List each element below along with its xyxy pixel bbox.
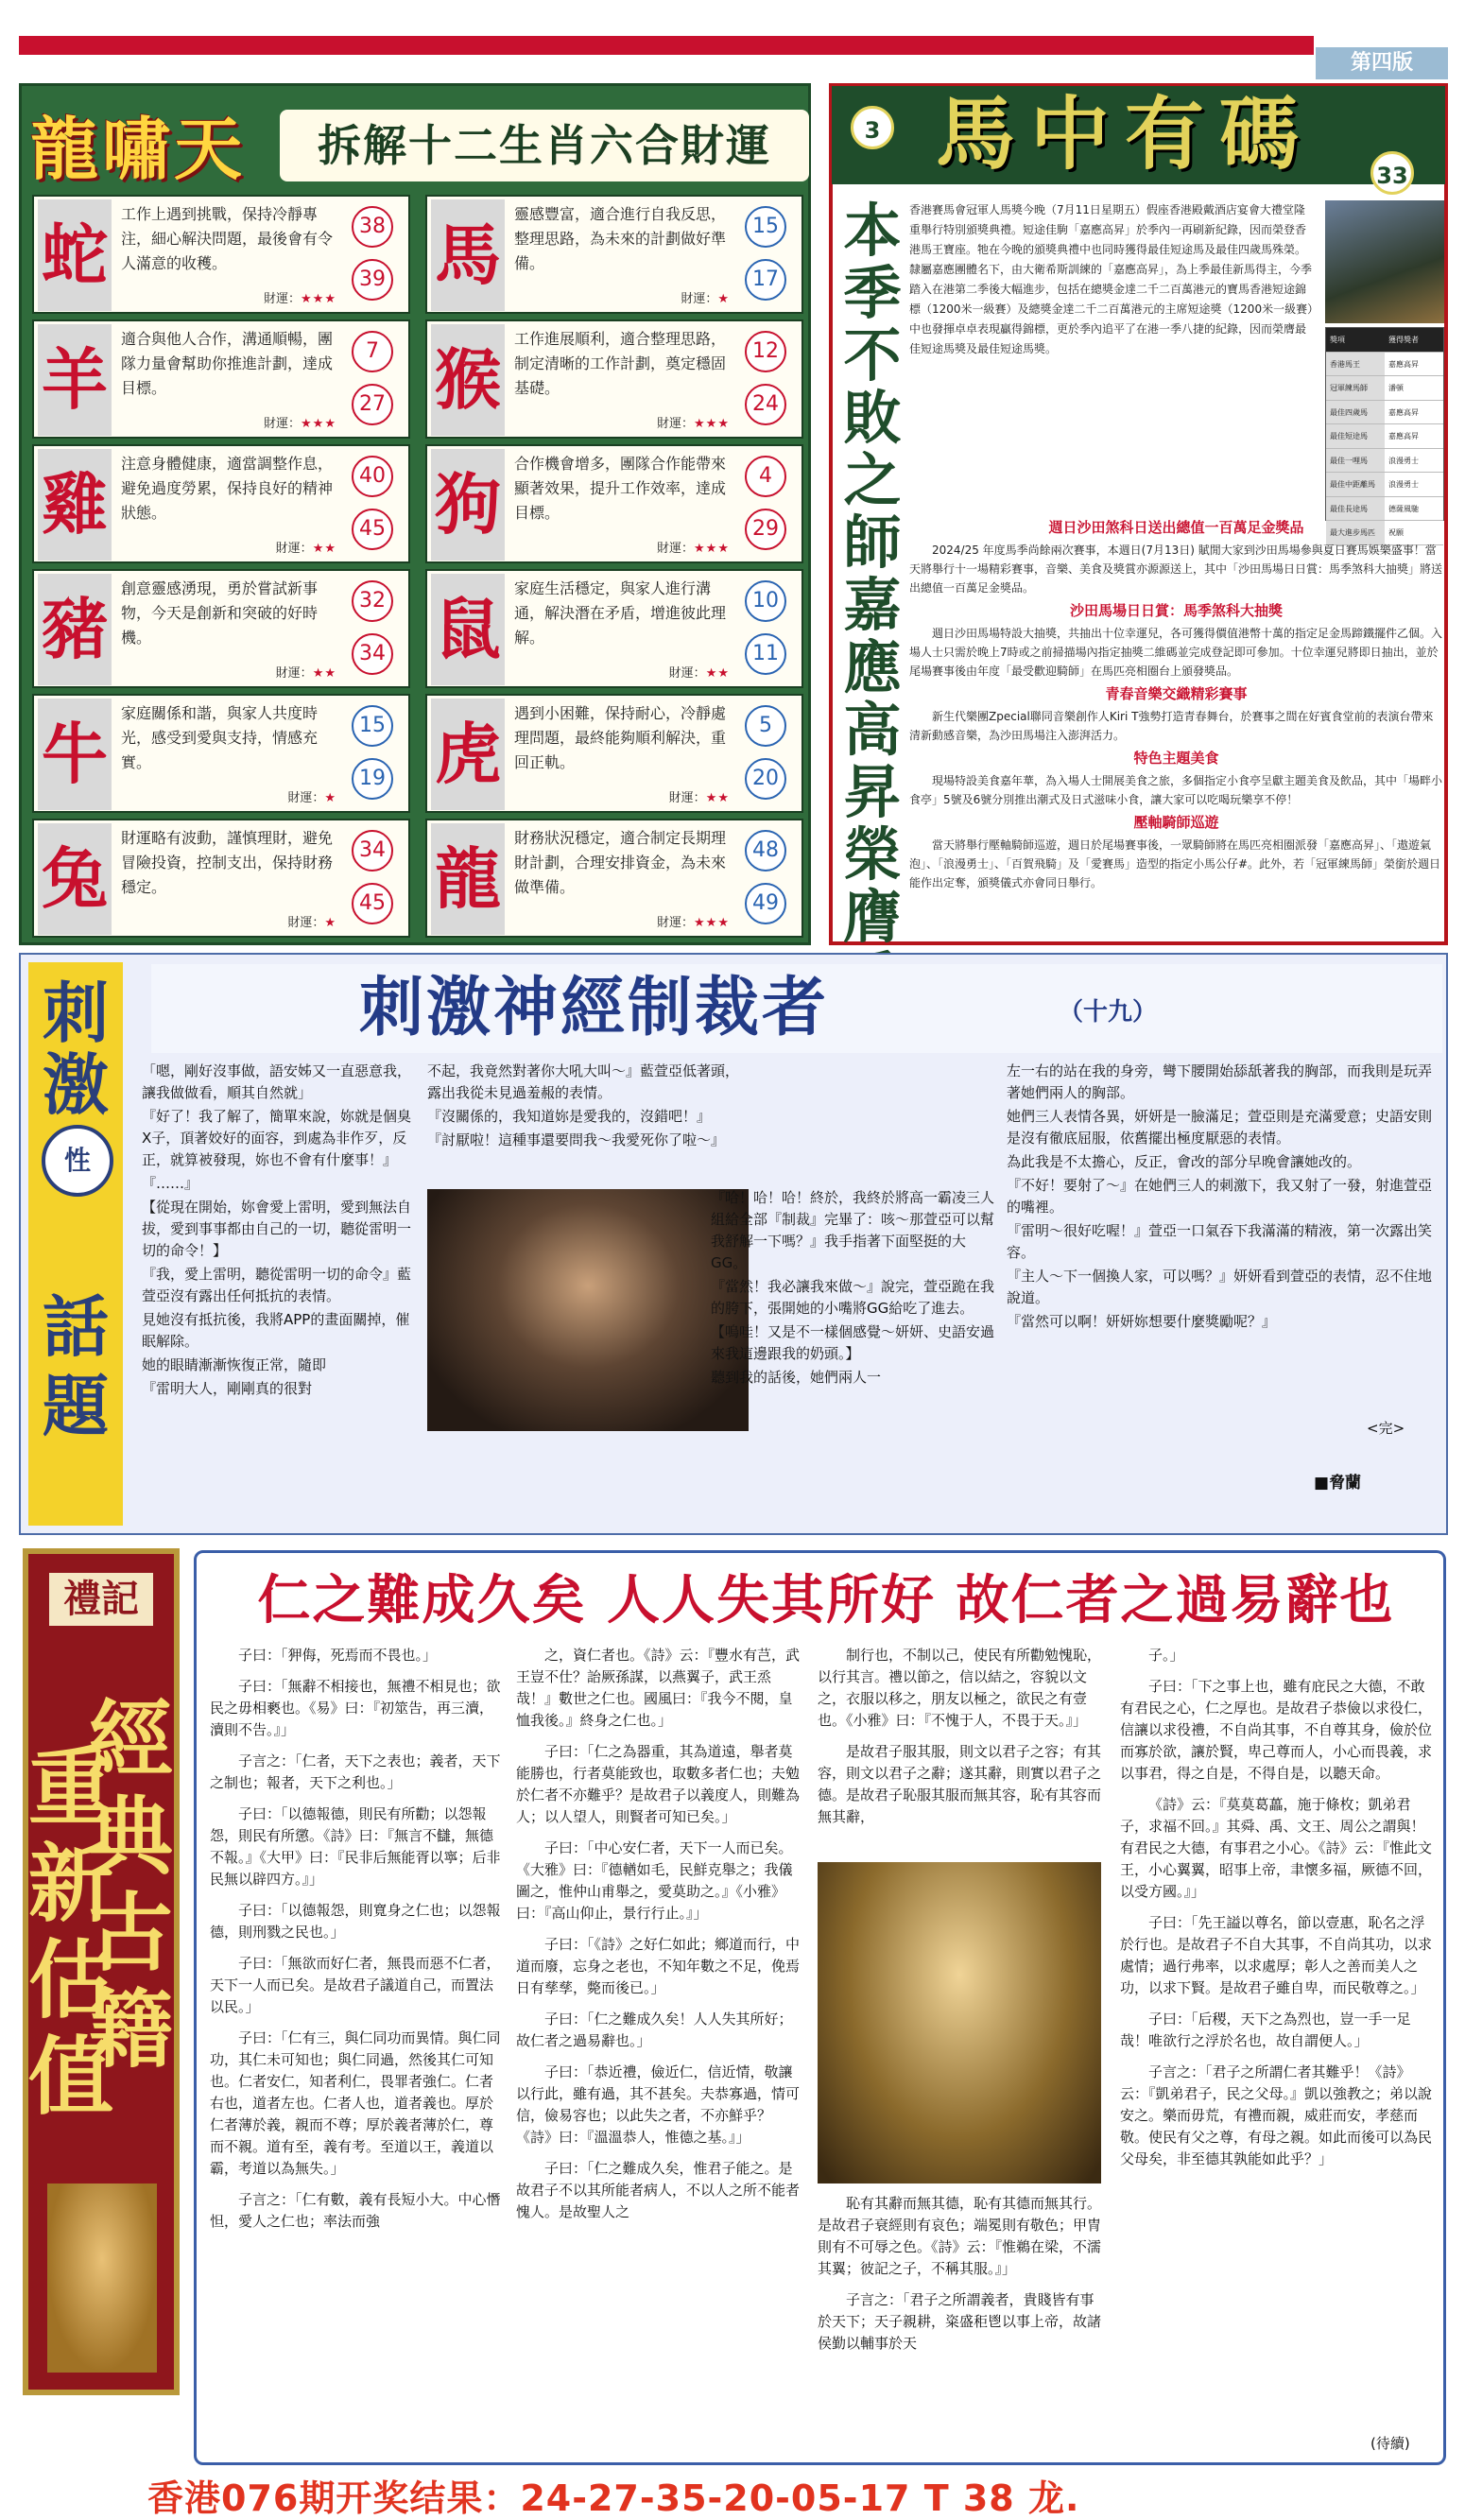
drama-side-char-2: 激 bbox=[43, 1045, 109, 1124]
classic-column-2 bbox=[516, 1645, 804, 2233]
award-name: 獎項 bbox=[1326, 328, 1385, 353]
lucky-number: 45 bbox=[352, 883, 393, 924]
zodiac-card bbox=[32, 569, 410, 688]
drama-paragraph: 『當然！我必讓我來做～』說完，萱亞跪在我的胯下，張開她的小嘴將GG給吃了進去。 bbox=[711, 1278, 995, 1317]
lucky-number: 19 bbox=[352, 758, 393, 800]
classic-paragraph: 子曰：「以德報德，則民有所勸；以怨報怨，則民有所懲。《詩》曰：『無言不讎，無德不報。』《大甲》曰：『民非后無能胥以寧；后非民無以辟四方。』」 bbox=[210, 1805, 501, 1888]
zodiac-text: 財務狀況穩定，適合制定長期理財計劃，合理安排資金，為未來做準備。 bbox=[514, 829, 727, 896]
classic-paragraph: 子曰：「以德報怨，則寬身之仁也；以怨報德，則刑戮之民也。」 bbox=[210, 1902, 501, 1941]
zodiac-fortune bbox=[121, 288, 336, 306]
drama-title: 刺激神經制裁者 bbox=[359, 970, 830, 1045]
section-text: 新生代樂團Zpecial聯同音樂創作人Kiri T強勢打造青春舞台，於賽事之間在好賓食堂前的表演台帶來清新動感音樂，為沙田馬場注入澎湃活力。 bbox=[909, 710, 1434, 742]
classic-paragraph: 子曰：「恭近禮，儉近仁，信近情，敬讓以行此，雖有過，其不甚矣。夫恭寡過，情可信，儉易容也；以此失之者，不亦鮮乎？《詩》曰：『溫溫恭人，惟德之基。』」 bbox=[516, 2063, 801, 2146]
zodiac-text: 適合與他人合作，溝通順暢，團隊力量會幫助你推進計劃，達成目標。 bbox=[121, 330, 334, 397]
section-heading: 青春音樂交織精彩賽事 bbox=[1105, 685, 1248, 702]
award-row bbox=[1326, 376, 1443, 401]
drama-paragraph: 她們三人表情各異，妍妍是一臉滿足；萱亞則是充滿愛意；史語安則是沒有徹底屈服，依舊擺出極度厭惡的表情。 bbox=[1007, 1108, 1433, 1147]
horse-number-left: 3 bbox=[851, 106, 894, 149]
classic-paragraph: 子曰：「仁之難成久矣！人人失其所好；故仁者之過易辭也。」 bbox=[516, 2011, 793, 2049]
drama-paragraph: 她的眼睛漸漸恢復正常，隨即 bbox=[142, 1356, 327, 1373]
drama-paragraph: 『好了！我了解了，簡單來說，妳就是個臭X子，頂著姣好的面容，到處為非作歹，反正，就算被發現，妳也不會有什麼事！』 bbox=[142, 1108, 412, 1168]
zodiac-fortune bbox=[514, 787, 730, 805]
section-heading: 沙田馬場日日賞：馬季煞科大抽獎 bbox=[1069, 602, 1283, 619]
award-name: 最佳長途馬 bbox=[1326, 497, 1385, 522]
fortune-stars: ★ bbox=[324, 791, 336, 805]
fortune-label: 財運： bbox=[275, 542, 313, 556]
section-heading: 特色主題美食 bbox=[1133, 750, 1219, 767]
zodiac-text: 創意靈感湧現，勇於嘗試新事物，今天是創新和突破的好時機。 bbox=[121, 579, 319, 647]
zodiac-text: 家庭生活穩定，與家人進行溝通，解決潛在矛盾，增進彼此理解。 bbox=[514, 579, 727, 647]
drama-logo: 性 bbox=[42, 1125, 113, 1197]
fortune-label: 財運： bbox=[264, 417, 302, 431]
drama-paragraph: 『沒關係的，我知道妳是愛我的，沒錯吧！』 bbox=[427, 1108, 712, 1125]
drama-paragraph: 『討厭啦！這種事還要問我～我愛死你了啦～』 bbox=[427, 1131, 726, 1148]
award-winner: 獲得獎者 bbox=[1385, 328, 1443, 353]
horse-sections bbox=[909, 514, 1443, 896]
section-heading: 週日沙田煞科日送出總值一百萬足金獎品 bbox=[1048, 519, 1304, 536]
zodiac-text: 注意身體健康，適當調整作息，避免過度勞累，保持良好的精神狀態。 bbox=[121, 455, 334, 522]
lucky-number: 32 bbox=[352, 580, 393, 622]
classic-column-4 bbox=[1120, 1645, 1432, 2180]
lucky-number: 34 bbox=[352, 830, 393, 872]
drama-paragraph: 「嗯，剛好沒事做，語安姊又一直惡意我，讓我做做看，順其自然就」 bbox=[142, 1062, 412, 1101]
drama-paragraph: 『主人～下一個換人家，可以嗎？』妍妍看到萱亞的表情，忍不住地說道。 bbox=[1007, 1268, 1433, 1306]
lucky-number: 10 bbox=[745, 580, 786, 622]
lucky-number: 45 bbox=[352, 509, 393, 550]
lucky-number: 4 bbox=[745, 456, 786, 497]
zodiac-animal: 龍 bbox=[431, 823, 505, 935]
drama-author: ■脅蘭 bbox=[1314, 1474, 1362, 1493]
drama-paragraph: 『……』 bbox=[142, 1175, 199, 1192]
zodiac-animal: 蛇 bbox=[38, 199, 112, 311]
fortune-stars: ★★ bbox=[705, 791, 730, 805]
zodiac-text: 家庭關係和諧，與家人共度時光，感受到愛與支持，情感充實。 bbox=[121, 704, 319, 771]
classic-continued: (待續) bbox=[1370, 2435, 1410, 2452]
zodiac-fortune bbox=[514, 663, 730, 681]
zodiac-card bbox=[32, 694, 410, 813]
zodiac-fortune bbox=[121, 912, 336, 930]
fortune-label: 財運： bbox=[275, 666, 313, 681]
zodiac-animal: 狗 bbox=[431, 449, 505, 561]
drama-side-char-4: 題 bbox=[43, 1367, 109, 1445]
classic-paragraph: 子曰：「仁有三，與仁同功而異情。與仁同功，其仁未可知也；與仁同過，然後其仁可知也。仁者安仁，知者利仁，畏罪者強仁。仁者右也，道者左也。仁者人也，道者義也。厚於仁者薄於義，親而不尊；厚於義者薄於仁，尊而不親。道有至，義有考。至道以王，義道以霸，考道以為無失。」 bbox=[210, 2029, 501, 2177]
fortune-stars: ★★★ bbox=[301, 292, 336, 306]
award-row bbox=[1326, 424, 1443, 449]
zodiac-text: 靈感豐富，適合進行自我反思，整理思路，為未來的計劃做好準備。 bbox=[514, 205, 727, 272]
zodiac-card bbox=[425, 694, 803, 813]
classic-paragraph: 恥有其辭而無其德，恥有其德而無其行。是故君子衰經則有哀色；端冕則有敬色；甲冑則有不可辱之色。《詩》云：『惟鵜在梁，不濡其翼；彼記之子，不稱其服。』」 bbox=[818, 2195, 1102, 2277]
zodiac-text: 遇到小困難，保持耐心，冷靜處理問題，最終能夠順利解決，重回正軌。 bbox=[514, 704, 727, 771]
drama-paragraph: 見她沒有抵抗後，我將APP的畫面關掉，催眠解除。 bbox=[142, 1311, 410, 1350]
section-text: 當天將舉行壓軸騎師巡遊，週日於尾場賽事後，一眾騎師將在馬匹亮相圈派發「嘉應高昇」、「遨遊氣泡」、「浪漫勇士」、「百賀飛騎」及「愛賽馬」造型的指定小馬公仔#。此外，若「冠軍練馬師」榮銜於週日能作出定奪，頒獎儀式亦會同日舉行。 bbox=[909, 838, 1441, 889]
lucky-number: 38 bbox=[352, 206, 393, 248]
award-name: 最大進步馬匹 bbox=[1326, 521, 1385, 545]
classic-paragraph: 子曰：「無欲而好仁者，無畏而惡不仁者，天下一人而已矣。是故君子議道自己，而置法以民。」 bbox=[210, 1955, 501, 2015]
lucky-number: 27 bbox=[352, 384, 393, 425]
zodiac-fortune bbox=[514, 912, 730, 930]
drama-paragraph: 【嗚哇！又是不一樣個感覺～妍妍、史語安過來我這邊跟我的奶頭。】 bbox=[711, 1323, 995, 1362]
fortune-label: 財運： bbox=[681, 292, 718, 306]
drama-paragraph: 『雷明大人，剛剛真的很對 bbox=[142, 1380, 313, 1397]
fortune-stars: ★ bbox=[717, 292, 730, 306]
lucky-number: 49 bbox=[745, 883, 786, 924]
fortune-stars: ★★ bbox=[705, 666, 730, 681]
award-winner: 祝願 bbox=[1385, 521, 1443, 545]
zodiac-card bbox=[425, 195, 803, 314]
section-text: 2024/25 年度馬季尚餘兩次賽事，本週日(7月13日) 賦閒大家到沙田馬場參與夏日賽馬娛樂盛事！當天將舉行十一場精彩賽事，音樂、美食及獎賞亦源源送上，其中「沙田馬場日日賞：馬季煞科大抽獎」將送出總值一百萬足金獎品。 bbox=[909, 544, 1443, 595]
lucky-number: 24 bbox=[745, 384, 786, 425]
lucky-number: 15 bbox=[352, 705, 393, 747]
zodiac-animal: 猴 bbox=[431, 324, 505, 436]
fortune-label: 財運： bbox=[657, 916, 695, 930]
classic-paragraph: 子曰：「無辭不相接也，無禮不相見也；欲民之毋相褻也。《易》曰：『初筮告，再三瀆，瀆則不告。』」 bbox=[210, 1678, 501, 1738]
fortune-label: 財運： bbox=[668, 791, 706, 805]
lucky-number: 5 bbox=[745, 705, 786, 747]
award-table bbox=[1325, 327, 1444, 537]
classic-paragraph: 子曰：「下之事上也，雖有庇民之大德，不敢有君民之心，仁之厚也。是故君子恭儉以求役仁，信讓以求役禮，不自尚其事，不自尊其身，儉於位而寡於欲，讓於賢，卑己尊而人，小心而畏義，求以事君，得之自是，不得自是，以聽天命。 bbox=[1120, 1678, 1433, 1782]
award-winner: 浪漫勇士 bbox=[1385, 449, 1443, 474]
classic-paragraph: 子言之：「仁有數，義有長短小大。中心憯怛，愛人之仁也；率法而強 bbox=[210, 2191, 501, 2230]
drama-column-2b bbox=[711, 1187, 994, 1390]
zodiac-fortune bbox=[121, 787, 336, 805]
classic-paragraph: 子曰：「仁之難成久矣，惟君子能之。是故君子不以其所能者病人，不以人之所不能者愧人。是故聖人之 bbox=[516, 2160, 801, 2220]
lucky-number: 40 bbox=[352, 456, 393, 497]
confucius-portrait bbox=[47, 2183, 157, 2373]
fortune-stars: ★★ bbox=[312, 666, 336, 681]
award-winner: 浪漫勇士 bbox=[1385, 473, 1443, 497]
classic-paragraph: 子曰：「《詩》之好仁如此；鄉道而行，中道而廢，忘身之老也，不知年數之不足，俛焉日有孳孳，斃而後已。」 bbox=[516, 1936, 801, 1996]
award-row bbox=[1326, 449, 1443, 474]
fortune-label: 財運： bbox=[264, 292, 302, 306]
award-winner: 嘉應高昇 bbox=[1385, 353, 1443, 377]
award-name: 最佳短途馬 bbox=[1326, 424, 1385, 449]
drama-paragraph: 『不好！要射了～』在她們三人的刺激下，我又射了一發，射進萱亞的嘴裡。 bbox=[1007, 1177, 1433, 1216]
fortune-stars: ★★ bbox=[312, 542, 336, 556]
drama-illustration bbox=[427, 1189, 749, 1431]
award-name: 冠軍練馬師 bbox=[1326, 376, 1385, 401]
zodiac-animal: 鼠 bbox=[431, 574, 505, 685]
zodiac-fortune bbox=[121, 413, 336, 431]
fortune-stars: ★★★ bbox=[301, 417, 336, 431]
section-text: 現場特設美食嘉年華，為入場人士開展美食之旅，多個指定小食亭呈獻主題美食及飲品，其中「場畔小食亭」5號及6號分別推出潮式及日式滋味小食，讓大家可以吃喝玩樂享不停！ bbox=[909, 774, 1443, 806]
classic-column-1 bbox=[210, 1645, 503, 2242]
classic-column-b: 重新估值 bbox=[28, 1737, 113, 2127]
lottery-result: 香港076期开奖结果：24-27-35-20-05-17 T 38 龙. bbox=[147, 2477, 1080, 2519]
fortune-stars: ★ bbox=[324, 916, 336, 930]
classic-column-3-bottom bbox=[818, 2193, 1106, 2364]
drama-paragraph: 【從現在開始，妳會愛上雷明，愛到無法自拔，愛到事事都由自己的一切，聽從雷明一切的命令！】 bbox=[142, 1199, 412, 1259]
classic-paragraph: 是故君子服其服，則文以君子之容；有其容，則文以君子之辭；遂其辭，則實以君子之德。是故君子恥服其服而無其容，恥有其容而無其辭， bbox=[818, 1743, 1102, 1825]
fortune-label: 財運： bbox=[668, 666, 706, 681]
lucky-number: 17 bbox=[745, 259, 786, 301]
zodiac-card bbox=[425, 319, 803, 439]
zodiac-text: 工作上遇到挑戰，保持冷靜專注，細心解決問題，最後會有令人滿意的收穫。 bbox=[121, 205, 334, 272]
drama-paragraph: 『哈！哈！哈！終於，我終於將高一霸凌三人組給全部『制裁』完畢了：咳～那萱亞可以幫我舒解一下嗎？』我手指著下面堅挺的大GG。 bbox=[711, 1189, 995, 1271]
award-name: 最佳一哩馬 bbox=[1326, 449, 1385, 474]
zodiac-text: 財運略有波動，謹慎理財，避免冒險投資，控制支出，保持財務穩定。 bbox=[121, 829, 334, 896]
lucky-number: 15 bbox=[745, 206, 786, 248]
confucius-illustration bbox=[818, 1862, 1101, 2183]
lucky-number: 48 bbox=[745, 830, 786, 872]
lucky-number: 20 bbox=[745, 758, 786, 800]
top-red-bar bbox=[19, 36, 1314, 55]
drama-column-2 bbox=[427, 1061, 749, 1153]
fortune-label: 財運： bbox=[657, 417, 695, 431]
zodiac-card bbox=[32, 195, 410, 314]
zodiac-fortune bbox=[514, 413, 730, 431]
award-winner: 潘頓 bbox=[1385, 376, 1443, 401]
zodiac-text: 合作機會增多，團隊合作能帶來顯著效果，提升工作效率，達成目標。 bbox=[514, 455, 727, 522]
horse-title: 馬中有碼 bbox=[936, 87, 1315, 181]
classic-paragraph: 子曰：「后稷，天下之為烈也，豈一手一足哉！唯欲行之浮於名也，故自謂便人。」 bbox=[1120, 2011, 1411, 2049]
fortune-label: 財運： bbox=[287, 791, 325, 805]
zodiac-animal: 牛 bbox=[38, 699, 112, 810]
drama-side-char-3: 話 bbox=[43, 1287, 109, 1366]
lucky-number: 34 bbox=[352, 633, 393, 675]
zodiac-animal: 豬 bbox=[38, 574, 112, 685]
classic-title: 仁之難成久矣 人人失其所好 故仁者之過易辭也 bbox=[257, 1569, 1395, 1631]
zodiac-fortune bbox=[121, 538, 336, 556]
zodiac-card bbox=[425, 444, 803, 563]
drama-column-3 bbox=[1007, 1061, 1437, 1335]
zodiac-title: 龍嘯天 bbox=[30, 109, 247, 189]
classic-scroll-head: 禮記 bbox=[49, 1573, 153, 1626]
drama-end-mark: <完> bbox=[1367, 1420, 1405, 1437]
fortune-stars: ★★★ bbox=[694, 542, 730, 556]
award-name: 最佳中距離馬 bbox=[1326, 473, 1385, 497]
classic-column-a: 經典古籍 bbox=[88, 1690, 173, 2080]
horse-race-photo bbox=[1325, 200, 1444, 323]
lucky-number: 29 bbox=[745, 509, 786, 550]
zodiac-text: 工作進展順利，適合整理思路，制定清晰的工作計劃，奠定穩固基礎。 bbox=[514, 330, 727, 397]
section-heading: 壓軸騎師巡遊 bbox=[1133, 814, 1219, 831]
zodiac-fortune bbox=[514, 288, 730, 306]
award-row bbox=[1326, 353, 1443, 377]
drama-part: （十九） bbox=[1059, 998, 1158, 1027]
zodiac-card bbox=[32, 319, 410, 439]
award-row bbox=[1326, 328, 1443, 353]
section-text: 週日沙田馬場特設大抽獎，共抽出十位幸運兒，各可獲得價值港幣十萬的指定足金馬蹄鐵擺件乙個。入場人士只需於晚上7時或之前掃描場內指定抽獎二維碼並完成登記即可參加。十位幸運兒將即日抽出，並於尾場賽事後由年度「最受歡迎騎師」在馬匹亮相圈台上頒發獎品。 bbox=[909, 627, 1443, 678]
drama-paragraph: 『我，愛上雷明，聽從雷明一切的命令』藍萱亞沒有露出任何抵抗的表情。 bbox=[142, 1266, 412, 1304]
fortune-stars: ★★★ bbox=[694, 417, 730, 431]
lucky-number: 12 bbox=[745, 331, 786, 372]
drama-paragraph: 聽到我的話後，她們兩人一 bbox=[711, 1369, 882, 1386]
drama-paragraph: 不起，我竟然對著你大吼大叫～』藍萱亞低著頭，露出我從未見過羞赧的表情。 bbox=[427, 1062, 740, 1101]
classic-paragraph: 子言之：「君子之所謂仁者其難乎！《詩》云：『凱弟君子，民之父母。』凱以強教之；弟以說安之。樂而毋荒，有禮而親，威莊而安，孝慈而敬。使民有父之尊，有母之親。如此而後可以為民父母矣，非至德其孰能如此乎？」 bbox=[1120, 2063, 1433, 2167]
award-row bbox=[1326, 401, 1443, 425]
drama-paragraph: 為此我是不太擔心，反正，會改的部分早晚會讓她改的。 bbox=[1007, 1153, 1362, 1170]
zodiac-subtitle: 拆解十二生肖六合財運 bbox=[280, 110, 809, 181]
zodiac-fortune bbox=[514, 538, 730, 556]
lucky-number: 7 bbox=[352, 331, 393, 372]
drama-paragraph: 左一右的站在我的身旁，彎下腰開始舔舐著我的胸部，而我則是玩弄著她們兩人的胸部。 bbox=[1007, 1062, 1433, 1101]
zodiac-animal: 羊 bbox=[38, 324, 112, 436]
classic-paragraph: 子言之：「仁者，天下之表也；義者，天下之制也；報者，天下之利也。」 bbox=[210, 1752, 501, 1791]
fortune-label: 財運： bbox=[287, 916, 325, 930]
classic-column-3-top bbox=[818, 1645, 1106, 1838]
zodiac-animal: 兔 bbox=[38, 823, 112, 935]
drama-column-1 bbox=[142, 1061, 418, 1402]
drama-paragraph: 『當然可以啊！妍妍妳想要什麼獎勵呢？』 bbox=[1007, 1313, 1277, 1330]
classic-paragraph: 子曰：「中心安仁者，天下一人而已矣。《大雅》曰：『德輶如毛，民鮮克舉之；我儀圖之，惟仲山甫舉之，愛莫助之。』《小雅》曰：『高山仰止，景行行止。』」 bbox=[516, 1839, 793, 1922]
zodiac-animal: 虎 bbox=[431, 699, 505, 810]
lucky-number: 11 bbox=[745, 633, 786, 675]
award-name: 最佳四歲馬 bbox=[1326, 401, 1385, 425]
horse-number-right: 33 bbox=[1370, 151, 1414, 195]
classic-paragraph: 子曰：「先王謚以尊名，節以壹惠，恥名之浮於行也。是故君子不自大其事，不自尚其功，以求處情；過行弗率，以求處厚；彰人之善而美人之功，以求下賢。是故君子雖自卑，而民敬尊之。」 bbox=[1120, 1914, 1433, 1996]
classic-paragraph: 《詩》云：『莫莫葛藟，施于條枚；凱弟君子，求福不回。』其舜、禹、文王、周公之謂與！有君民之大德，有事君之小心。《詩》云：『惟此文王，小心翼翼，昭事上帝，聿懷多福，厥德不回，以受方國。』」 bbox=[1120, 1796, 1433, 1900]
zodiac-fortune bbox=[121, 663, 336, 681]
drama-side-char-1: 刺 bbox=[43, 974, 109, 1052]
classic-paragraph: 子言之：「君子之所謂義者，貴賤皆有事於天下；天子親耕，粢盛秬鬯以事上帝，故諸侯勤以輔事於天 bbox=[818, 2291, 1102, 2352]
page-label: 第四版 bbox=[1316, 47, 1448, 79]
zodiac-animal: 雞 bbox=[38, 449, 112, 561]
fortune-label: 財運： bbox=[657, 542, 695, 556]
award-winner: 嘉應高昇 bbox=[1385, 401, 1443, 425]
zodiac-card bbox=[425, 819, 803, 938]
classic-paragraph: 子。」 bbox=[1148, 1647, 1184, 1664]
lucky-number: 39 bbox=[352, 259, 393, 301]
zodiac-animal: 馬 bbox=[431, 199, 505, 311]
award-winner: 德薩風馳 bbox=[1385, 497, 1443, 522]
zodiac-card bbox=[425, 569, 803, 688]
classic-paragraph: 制行也，不制以己，使民有所勸勉愧恥，以行其言。禮以節之，信以結之，容貌以文之，衣服以移之，朋友以極之，欲民之有壹也。《小雅》曰：『不愧于人，不畏于天。』」 bbox=[818, 1647, 1102, 1729]
fortune-stars: ★★★ bbox=[694, 916, 730, 930]
classic-paragraph: 之，資仁者也。《詩》云：『豐水有芑，武王豈不仕？詒厥孫謀，以燕翼子，武王烝哉！』數世之仁也。國風曰：『我今不閱，皇恤我後。』終身之仁也。」 bbox=[516, 1647, 801, 1729]
award-row bbox=[1326, 473, 1443, 497]
horse-headline: 本季不敗之師嘉應高昇榮膺 bbox=[843, 198, 902, 951]
zodiac-card bbox=[32, 819, 410, 938]
drama-paragraph: 『雷明～很好吃喔！』萱亞一口氣吞下我滿滿的精液，第一次露出笑容。 bbox=[1007, 1222, 1433, 1261]
classic-paragraph: 子曰：「仁之為器重，其為道遠，舉者莫能勝也，行者莫能致也，取數多者仁也；夫勉於仁者不亦難乎？是故君子以義度人，則難為人；以人望人，則賢者可知已矣。」 bbox=[516, 1743, 801, 1825]
award-name: 香港馬王 bbox=[1326, 353, 1385, 377]
award-winner: 嘉應高昇 bbox=[1385, 424, 1443, 449]
horse-intro: 香港賽馬會冠軍人馬獎今晚（7月11日星期五）假座香港殿戴酒店宴會大禮堂隆重舉行特別頒獎典禮。短途佳駒「嘉應高昇」於季內一再刷新紀錄，因而榮登香港馬王寶座。牠在今晚的頒獎典禮中也同時獲得最佳短途馬及最佳四歲馬殊榮。隸屬嘉應團體名下，由大衛希斯訓練的「嘉應高昇」，為上季最佳新馬得主，今季踏入在港第二季後大幅進步，包括在總獎金達二千二百萬港元的寶馬香港短途錦標（1200米一級賽）及總獎金達二千二百萬港元的主席短途獎（1200米一級賽）中也發揮卓卓表現贏得錦標，更於季內追平了在港一季八捷的紀錄，因而榮膺最佳短途馬獎及最佳短途馬獎。 bbox=[909, 203, 1314, 355]
zodiac-card bbox=[32, 444, 410, 563]
classic-paragraph: 子曰：「狎侮，死焉而不畏也。」 bbox=[238, 1647, 438, 1664]
